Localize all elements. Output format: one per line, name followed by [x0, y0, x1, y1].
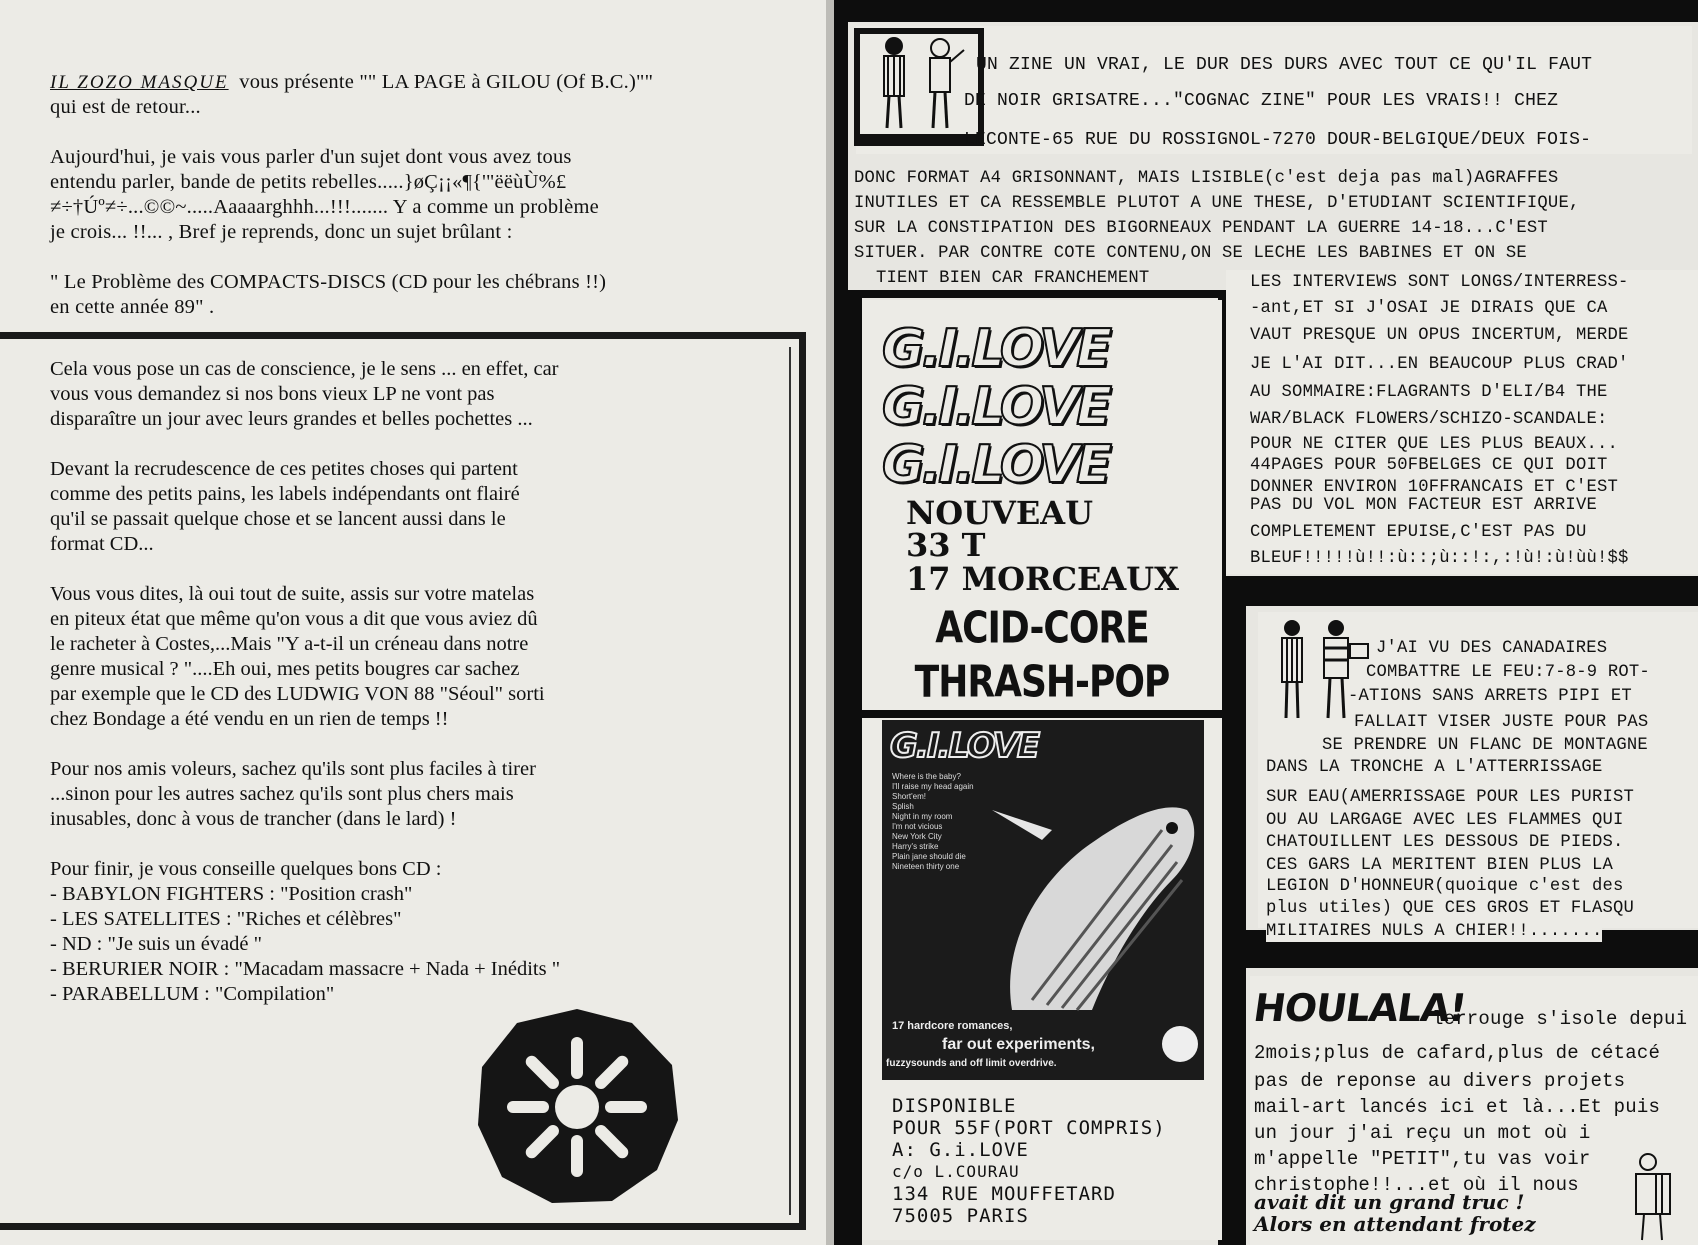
framed-article-text — [50, 357, 750, 1007]
order-line: A: G.i.LOVE — [892, 1139, 1029, 1161]
houlala-title: HOULALA! — [1250, 986, 1469, 1030]
album-logo: G.I.LOVE — [890, 726, 1039, 766]
canadaires-line: J'AI VU DES CANADAIRES — [1376, 639, 1608, 658]
intro-line: vous présente "" LA PAGE à GILOU (Of B.C.)"" — [239, 71, 654, 93]
canadaires-line: CES GARS LA MERITENT BIEN PLUS LA — [1266, 856, 1613, 875]
gi-love-title-stack — [882, 320, 1109, 494]
gi-love-advert — [862, 300, 1222, 1240]
zine-review-line: COMPLETEMENT EPUISE,C'EST PAS DU — [1250, 523, 1587, 542]
para-line: Aujourd'hui, je vais vous parler d'un sujet dont vous avez tous — [50, 146, 572, 168]
para-line: comme des petits pains, les labels indépendants ont flairé — [50, 483, 520, 505]
para-line: par exemple que le CD des LUDWIG VON 88 "Séoul" sorti — [50, 683, 545, 705]
houlala-line: m'appelle "PETIT",tu vas voir — [1254, 1148, 1591, 1170]
scan-border-top — [834, 0, 1698, 22]
band-logo: G.I.LOVE — [882, 435, 1109, 495]
canadaires-line: plus utiles) QUE CES GROS ET FLASQU — [1266, 899, 1634, 918]
ink-fill — [1226, 576, 1698, 606]
intro-line-2: qui est de retour... — [50, 96, 201, 118]
order-line: c/o L.COURAU — [892, 1162, 1020, 1181]
track-item: I'll raise my head again — [892, 782, 974, 791]
houlala-line: pas de reponse au divers projets — [1254, 1070, 1626, 1092]
left-page — [0, 0, 828, 1245]
houlala-line: un jour j'ai reçu un mot où i — [1254, 1122, 1591, 1144]
canadaires-line: MILITAIRES NULS A CHIER!!....... — [1266, 922, 1603, 941]
para-line: en piteux état que même qu'on vous a dit que vous aviez dû — [50, 608, 538, 630]
houlala-handwritten-line: avait dit un grand truc ! — [1254, 1190, 1525, 1214]
album-tagline: 17 hardcore romances, — [892, 1020, 1013, 1032]
track-item: Night in my room — [892, 812, 953, 821]
zine-review-line: SITUER. PAR CONTRE COTE CONTENU,ON SE LECHE LES BABINES ET ON SE — [854, 244, 1527, 263]
album-tagline: far out experiments, — [942, 1036, 1095, 1053]
para-line: " Le Problème des COMPACTS-DISCS (CD pour les chébrans !!) — [50, 271, 607, 293]
zine-review-line: JE L'AI DIT...EN BEAUCOUP PLUS CRAD' — [1250, 355, 1629, 374]
para-line: Pour finir, je vous conseille quelques bons CD : — [50, 858, 442, 880]
para-line: Pour nos amis voleurs, sachez qu'ils sont plus faciles à tirer — [50, 758, 536, 780]
list-item: - BABYLON FIGHTERS : "Position crash" — [50, 883, 413, 905]
canadaires-line: SE PRENDRE UN FLANC DE MONTAGNE — [1322, 736, 1648, 755]
zine-review-line: DE NOIR GRISATRE..."COGNAC ZINE" POUR LES VRAIS!! CHEZ — [964, 91, 1559, 111]
zine-review-line: LES INTERVIEWS SONT LONGS/INTERRESS- — [1250, 273, 1629, 292]
para-line: le racheter à Costes,...Mais "Y a-t-il un créneau dans notre — [50, 633, 529, 655]
intro-block — [50, 70, 750, 320]
order-line: 134 RUE MOUFFETARD — [892, 1183, 1116, 1205]
zine-review-line: DONNER ENVIRON 10FFRANCAIS ET C'EST — [1250, 478, 1618, 497]
para-line: inusables, donc à vous de trancher (dans le lard) ! — [50, 808, 457, 830]
para-line: Vous vous dites, là oui tout de suite, assis sur votre matelas — [50, 583, 535, 605]
bird-illustration — [972, 770, 1202, 1020]
zine-review-line: POUR NE CITER QUE LES PLUS BEAUX... — [1250, 435, 1618, 454]
track-list — [892, 772, 974, 872]
para-line: en cette année 89" . — [50, 296, 215, 318]
canadaires-line: LEGION D'HONNEUR(quoique c'est des — [1266, 877, 1624, 896]
frame-rule — [862, 710, 1222, 718]
para-line: genre musical ? "....Eh oui, mes petits bougres car sachez — [50, 658, 520, 680]
zine-review-line: BLEUF!!!!!ù!!:ù::;ù::!:,:!ù!:ù!ùù!$$ — [1250, 549, 1629, 568]
list-item: - BERURIER NOIR : "Macadam massacre + Nada + Inédits " — [50, 958, 561, 980]
houlala-line: lerrouge s'isole depui — [1432, 1008, 1688, 1030]
track-item: Splish — [892, 802, 914, 811]
canadaires-line: SUR EAU(AMERRISSAGE POUR LES PURIST — [1266, 788, 1634, 807]
ad-nouveau: NOUVEAU — [906, 494, 1093, 532]
para-line: Devant la recrudescence de ces petites choses qui partent — [50, 458, 518, 480]
order-line: DISPONIBLE — [892, 1095, 1017, 1117]
houlala-handwritten-line: Alors en attendant frotez — [1254, 1212, 1536, 1236]
frame-rule — [848, 290, 862, 1245]
track-item: Short'em! — [892, 792, 926, 801]
starburst-disc-logo — [472, 1005, 682, 1205]
band-logo: G.I.LOVE — [882, 319, 1109, 379]
ad-17-morceaux: 17 MORCEAUX — [906, 560, 1179, 598]
track-item: Harry's strike — [892, 842, 939, 851]
track-item: I'm not vicious — [892, 822, 943, 831]
houlala-line: 2mois;plus de cafard,plus de cétacé — [1254, 1042, 1661, 1064]
para-line: entendu parler, bande de petits rebelles.....}øÇ¡¡«¶{'"ëëùÙ%£ — [50, 171, 567, 193]
para-line: vous vous demandez si nos bons vieux LP ne vont pas — [50, 383, 495, 405]
canadaires-line: COMBATTRE LE FEU:7-8-9 ROT- — [1366, 663, 1650, 682]
ink-fill — [1226, 606, 1246, 1245]
para-line: je crois... !!... , Bref je reprends, donc un sujet brûlant : — [50, 221, 513, 243]
framed-article — [0, 332, 806, 1230]
scan-border-left — [834, 0, 848, 1245]
houlala-line: christophe!!...et où il nous — [1254, 1174, 1579, 1196]
list-item: - ND : "Je suis un évadé " — [50, 933, 263, 955]
zine-review-line: -ant,ET SI J'OSAI JE DIRAIS QUE CA — [1250, 299, 1608, 318]
track-item: Where is the baby? — [892, 772, 961, 781]
para-line: disparaître un jour avec leurs grandes et belles pochettes ... — [50, 408, 533, 430]
ad-thrash-pop: THRASH-POP — [914, 657, 1170, 708]
houlala-line: mail-art lancés ici et là...Et puis — [1254, 1096, 1661, 1118]
zine-review-line: TIENT BIEN CAR FRANCHEMENT — [876, 269, 1150, 288]
canadaires-line: -ATIONS SANS ARRETS PIPI ET — [1348, 687, 1632, 706]
canadaires-line: OU AU LARGAGE AVEC LES FLAMMES QUI — [1266, 811, 1624, 830]
list-item: - PARABELLUM : "Compilation" — [50, 983, 335, 1005]
zine-review-line: AU SOMMAIRE:FLAGRANTS D'ELI/B4 THE — [1250, 383, 1608, 402]
canadaires-line: CHATOUILLENT LES DESSOUS DE PIEDS. — [1266, 833, 1624, 852]
zine-review-line: 44PAGES POUR 50FBELGES CE QUI DOIT — [1250, 456, 1608, 475]
track-item: Plain jane should die — [892, 852, 966, 861]
album-cover — [882, 720, 1204, 1080]
zine-review-line: INUTILES ET CA RESSEMBLE PLUTOT A UNE THESE, D'ETUDIANT SCIENTIFIQUE, — [854, 194, 1580, 213]
ad-acid-core: ACID-CORE — [935, 603, 1149, 654]
zine-review-line: WAR/BLACK FLOWERS/SCHIZO-SCANDALE: — [1250, 410, 1608, 429]
right-page — [834, 0, 1698, 1245]
track-item: Nineteen thirty one — [892, 862, 960, 871]
zine-review-line: DONC FORMAT A4 GRISONNANT, MAIS LISIBLE(c'est deja pas mal)AGRAFFES — [854, 169, 1559, 188]
label-logo-icon — [1162, 1026, 1198, 1062]
para-line: chez Bondage a été vendu en un rien de temps !! — [50, 708, 449, 730]
album-tagline: fuzzysounds and off limit overdrive. — [886, 1058, 1057, 1069]
para-line: Cela vous pose un cas de conscience, je le sens ... en effet, car — [50, 358, 559, 380]
zine-review-line: LECONTE-65 RUE DU ROSSIGNOL-7270 DOUR-BELGIQUE/DEUX FOIS- — [964, 130, 1592, 150]
order-line: 75005 PARIS — [892, 1205, 1029, 1227]
para-line: format CD... — [50, 533, 154, 555]
track-item: New York City — [892, 832, 942, 841]
zine-review-line: PAS DU VOL MON FACTEUR EST ARRIVE — [1250, 496, 1597, 515]
list-item: - LES SATELLITES : "Riches et célèbres" — [50, 908, 402, 930]
brand-name: IL ZOZO MASQUE — [50, 72, 229, 93]
zine-review-line: VAUT PRESQUE UN OPUS INCERTUM, MERDE — [1250, 326, 1629, 345]
para-line: qu'il se passait quelque chose et se lancent aussi dans le — [50, 508, 506, 530]
cd-list — [50, 882, 750, 1007]
canadaires-line: FALLAIT VISER JUSTE POUR PAS — [1354, 713, 1649, 732]
zine-review-line: UN ZINE UN VRAI, LE DUR DES DURS AVEC TOUT CE QU'IL FAUT — [976, 55, 1593, 75]
para-line: ≠÷†Úº≠÷...©©~.....Aaaaarghhh...!!!....... Y a comme un problème — [50, 196, 599, 218]
order-info — [892, 1095, 1166, 1227]
para-line: ...sinon pour les autres sachez qu'ils sont plus chers mais — [50, 783, 514, 805]
order-line: POUR 55F(PORT COMPRIS) — [892, 1117, 1166, 1139]
band-logo: G.I.LOVE — [882, 377, 1109, 437]
figure-with-accordion-illustration — [1626, 1150, 1686, 1242]
ad-33t: 33 T — [906, 526, 986, 564]
canadaires-line: DANS LA TRONCHE A L'ATTERRISSAGE — [1266, 758, 1603, 777]
zine-review-line: SUR LA CONSTIPATION DES BIGORNEAUX PENDANT LA GUERRE 14-18...C'EST — [854, 219, 1548, 238]
